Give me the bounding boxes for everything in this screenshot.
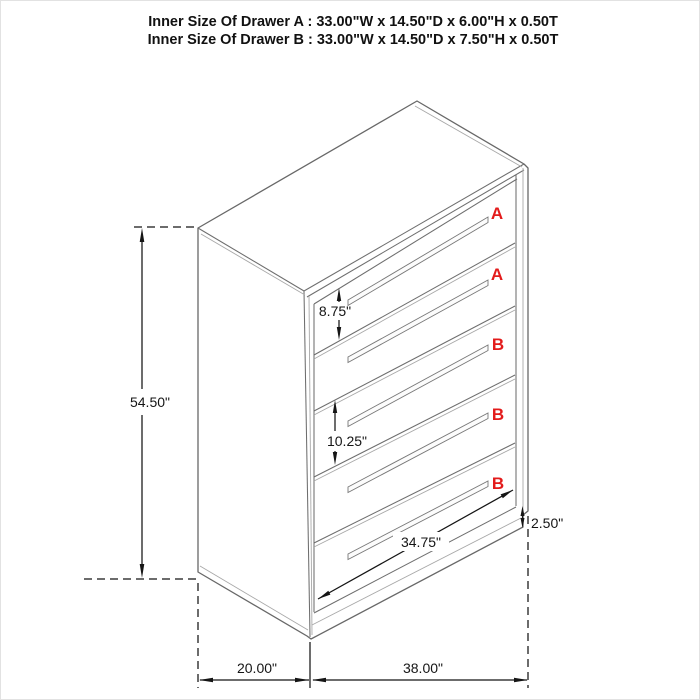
title-line-drawer-b: Inner Size Of Drawer B : 33.00"W x 14.50"D x 7.50"H x 0.50T	[147, 32, 559, 48]
arrowhead-right	[514, 678, 528, 683]
title-block	[148, 14, 559, 48]
drawer-label-b3: B	[491, 474, 505, 493]
arrowhead-right	[295, 678, 309, 683]
chest-drawing	[198, 101, 528, 639]
depth-label: 20.00"	[236, 660, 278, 676]
arrowhead-left	[312, 678, 326, 683]
overall-height-label: 54.50"	[129, 394, 171, 410]
arrowhead-left	[199, 678, 213, 683]
arrowhead-up	[140, 228, 145, 242]
drawer-label-a2: A	[490, 265, 504, 284]
drawer-label-b1: B	[491, 335, 505, 354]
arrowhead-down	[140, 564, 145, 578]
base-height-label: 2.50"	[531, 515, 564, 531]
drawer-label-b2: B	[491, 405, 505, 424]
drawer-b-height-label: 10.25"	[326, 433, 368, 449]
chest-silhouette	[198, 101, 528, 639]
width-label: 38.00"	[402, 660, 444, 676]
drawer-front-width-label: 34.75"	[400, 534, 442, 550]
drawer-a-height-label: 8.75"	[318, 303, 352, 319]
chest-dimension-diagram	[1, 1, 700, 700]
drawer-label-a1: A	[490, 204, 504, 223]
dimension-overall-height	[84, 227, 197, 579]
title-line-drawer-a: Inner Size Of Drawer A : 33.00"W x 14.50"D x 6.00"H x 0.50T	[148, 14, 558, 30]
